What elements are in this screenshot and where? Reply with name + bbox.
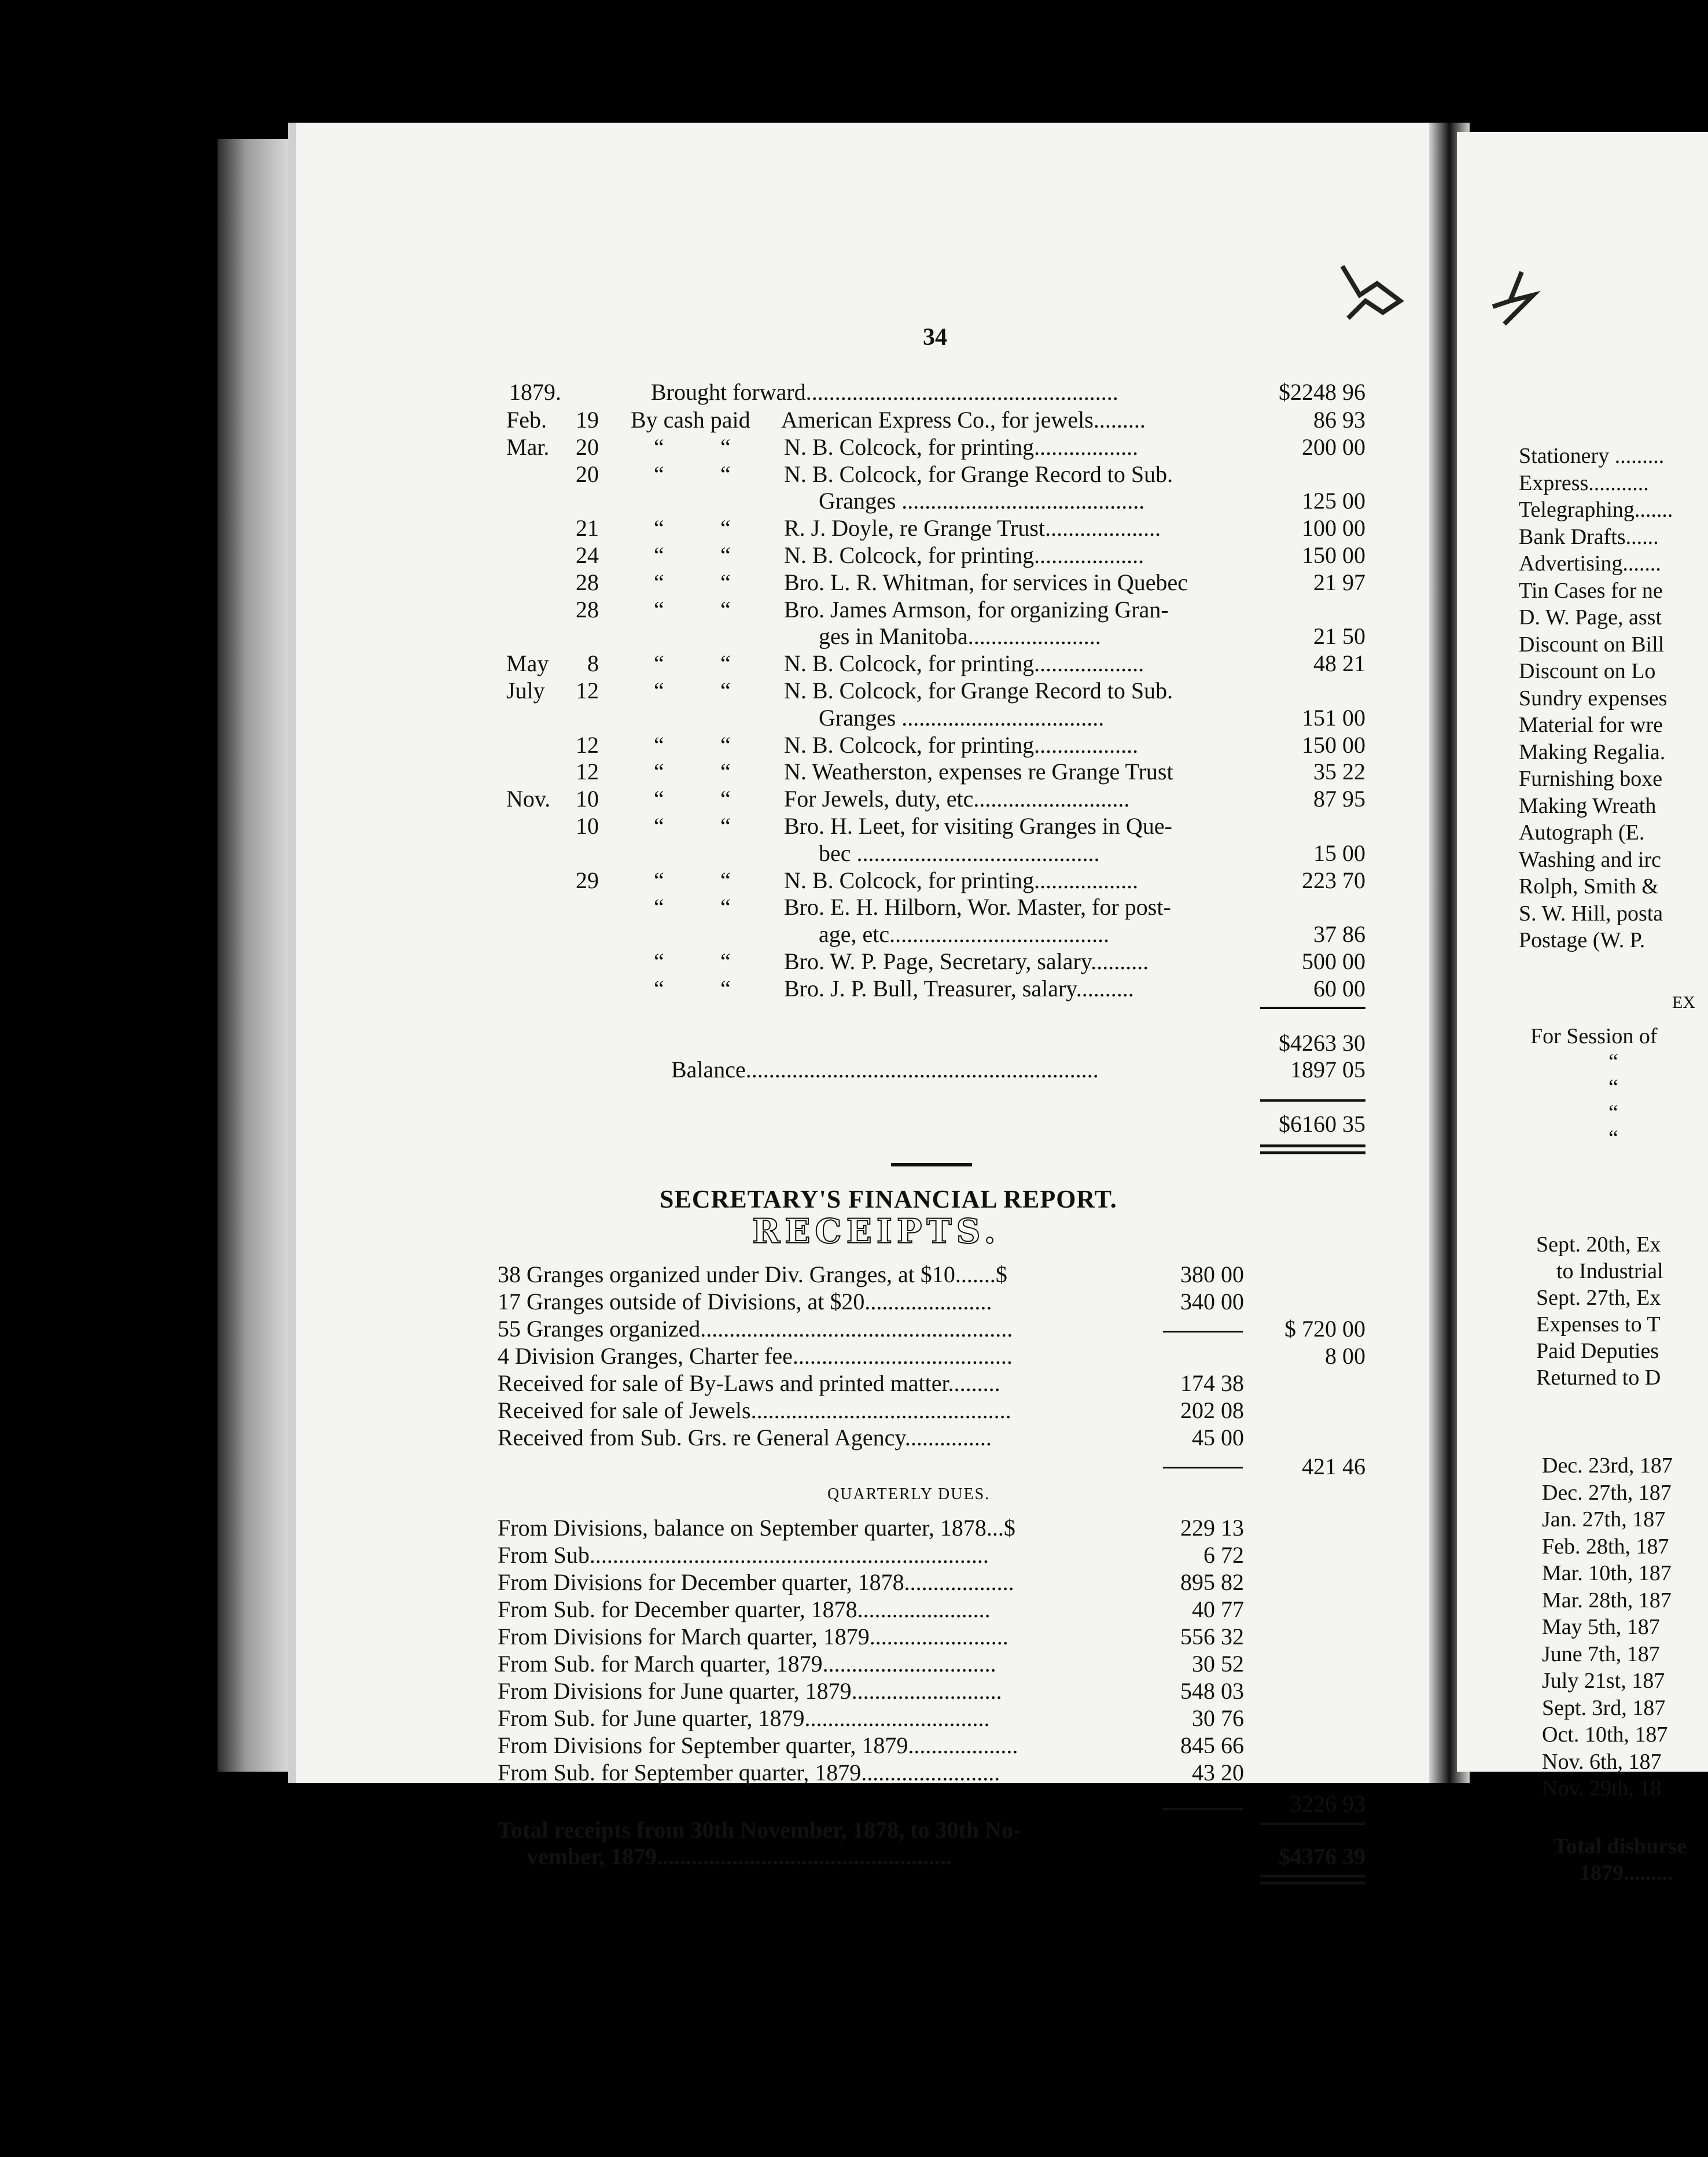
receipt-amount: 174 38: [1180, 1370, 1244, 1396]
ledger-month: Mar.: [506, 433, 550, 460]
receipts-subtotal: 421 46: [1302, 1453, 1365, 1479]
dues-amount: 845 66: [1180, 1732, 1244, 1758]
balance-label: Balance.............................................................: [671, 1057, 1099, 1083]
dues-description: From Sub. for June quarter, 1879................................: [498, 1705, 990, 1731]
dues-amount: 30 52: [1192, 1651, 1244, 1677]
right-page-total-line: 1879.........: [1580, 1861, 1673, 1885]
dues-amount: 40 77: [1192, 1596, 1244, 1622]
total-double-rule-a: [1260, 1144, 1365, 1147]
receipt-amount: 202 08: [1180, 1397, 1244, 1423]
receipts-sum-rule: [1163, 1467, 1243, 1468]
ledger-day: 12: [576, 678, 599, 704]
ledger-quote: “: [720, 569, 731, 595]
ledger-quote: “: [720, 786, 731, 812]
receipt-description: Received from Sub. Grs. re General Agency...............: [498, 1424, 992, 1451]
ledger-quote: “: [654, 569, 664, 595]
ledger-amount: 200 00: [1302, 433, 1365, 460]
ledger-description: American Express Co., for jewels.........: [781, 407, 1146, 433]
right-page-session-line: “: [1608, 1126, 1618, 1150]
ledger-description: N. Weatherston, expenses re Grange Trust: [784, 759, 1173, 785]
ledger-month: Feb.: [506, 407, 547, 433]
ledger-quote: “: [654, 786, 664, 812]
right-page-date-line: May 5th, 187: [1542, 1615, 1660, 1639]
receipt-total: 8 00: [1325, 1343, 1365, 1369]
ledger-quote: “: [720, 894, 731, 921]
right-page-date-line: Mar. 10th, 187: [1542, 1561, 1672, 1585]
right-page-line: Discount on Bill: [1519, 632, 1665, 657]
grand-total-double-rule-a: [1260, 1875, 1365, 1878]
right-page-session-line: “: [1608, 1050, 1618, 1074]
dues-description: From Sub. for March quarter, 1879..............................: [498, 1651, 996, 1677]
ledger-quote: “: [654, 515, 664, 542]
ledger-description: bec ..........................................: [819, 840, 1100, 866]
ledger-amount: 48 21: [1313, 650, 1365, 677]
ledger-quote: “: [654, 731, 664, 758]
ledger-quote: By cash paid: [631, 407, 750, 433]
right-page-line: Advertising.......: [1519, 551, 1661, 576]
right-page-middle-line: Returned to D: [1536, 1365, 1661, 1390]
ledger-amount: 151 00: [1302, 704, 1365, 731]
right-page-line: Furnishing boxe: [1519, 767, 1663, 791]
ledger-description: Granges ..........................................: [819, 488, 1145, 514]
right-page-heading: EX: [1672, 993, 1695, 1012]
right-page-date-line: Mar. 28th, 187: [1542, 1588, 1672, 1613]
right-page-line: Material for wre: [1519, 713, 1663, 737]
right-page-line: Rolph, Smith &: [1519, 874, 1659, 899]
dues-amount: 556 32: [1180, 1624, 1244, 1650]
dues-description: From Sub.....................................................................: [498, 1542, 989, 1568]
brought-forward-label: Brought forward......................................................: [651, 379, 1118, 405]
ledger-description: N. B. Colcock, for printing..................: [784, 731, 1139, 758]
right-page-line: Express...........: [1519, 470, 1649, 495]
ledger-quote: “: [654, 461, 664, 487]
ledger-quote: “: [720, 975, 731, 1002]
ledger-description: Bro. H. Leet, for visiting Granges in Que-: [784, 813, 1172, 839]
balance-amount: 1897 05: [1290, 1057, 1365, 1083]
dues-description: From Divisions for March quarter, 1879........................: [498, 1624, 1008, 1650]
ledger-quote: “: [654, 650, 664, 677]
ledger-amount: 223 70: [1302, 867, 1365, 893]
ledger-description: age, etc......................................: [819, 921, 1110, 948]
right-page-line: Bank Drafts......: [1519, 524, 1659, 549]
ledger-description: Bro. E. H. Hilborn, Wor. Master, for post-: [784, 894, 1171, 921]
ledger-description: Bro. W. P. Page, Secretary, salary..........: [784, 948, 1149, 974]
ledger-description: For Jewels, duty, etc...........................: [784, 786, 1130, 812]
right-page-line: Tin Cases for ne: [1519, 578, 1663, 603]
receipt-description: 4 Division Granges, Charter fee......................................: [498, 1343, 1013, 1369]
receipt-description: 17 Granges outside of Divisions, at $20......................: [498, 1289, 992, 1315]
right-page-line: Telegraphing.......: [1519, 498, 1673, 522]
ledger-quote: “: [654, 975, 664, 1002]
ledger-day: 12: [576, 731, 599, 758]
total-receipts-line1: Total receipts from 30th November, 1878, to 30th No-: [498, 1817, 1021, 1843]
ledger-quote: “: [654, 596, 664, 623]
right-page-date-line: Dec. 27th, 187: [1542, 1480, 1672, 1505]
ledger-description: Bro. J. P. Bull, Treasurer, salary..........: [784, 975, 1134, 1002]
total-rule-top: [1260, 1099, 1365, 1102]
grand-total-double-rule-b: [1260, 1882, 1365, 1884]
ledger-total: $6160 35: [1279, 1111, 1365, 1137]
ledger-quote: “: [720, 759, 731, 785]
binding-tear-mark-right: [1487, 266, 1551, 330]
receipt-total: $ 720 00: [1284, 1316, 1365, 1342]
right-page-date-line: July 21st, 187: [1542, 1669, 1665, 1693]
ledger-day: 8: [587, 650, 599, 677]
ledger-description: N. B. Colcock, for printing...................: [784, 650, 1144, 677]
ledger-amount: 21 50: [1313, 623, 1365, 650]
right-page-session-line: “: [1608, 1100, 1618, 1125]
ledger-amount: 125 00: [1302, 488, 1365, 514]
dues-sum-rule: [1163, 1808, 1243, 1810]
receipt-amount: 380 00: [1180, 1261, 1244, 1287]
ledger-quote: “: [720, 731, 731, 758]
ledger-amount: 60 00: [1313, 975, 1365, 1002]
ledger-quote: “: [654, 678, 664, 704]
ledger-day: 20: [576, 461, 599, 487]
right-page-date-line: Jan. 27th, 187: [1542, 1507, 1666, 1532]
ledger-quote: “: [720, 678, 731, 704]
ledger-quote: “: [720, 948, 731, 974]
ledger-description: N. B. Colcock, for Grange Record to Sub.: [784, 678, 1173, 704]
ledger-description: N. B. Colcock, for Grange Record to Sub.: [784, 461, 1173, 487]
ledger-day: 10: [576, 813, 599, 839]
ledger-day: 24: [576, 542, 599, 568]
ledger-description: Bro. L. R. Whitman, for services in Quebec: [784, 569, 1188, 595]
ledger-day: 19: [576, 407, 599, 433]
ledger-year: 1879.: [509, 379, 561, 405]
ledger-subtotal: $4263 30: [1279, 1030, 1365, 1056]
ledger-amount: 15 00: [1313, 840, 1365, 866]
right-page-line: Stationery .........: [1519, 444, 1665, 468]
ledger-quote: “: [720, 867, 731, 893]
receipt-amount: 340 00: [1180, 1289, 1244, 1315]
dues-amount: 6 72: [1203, 1542, 1244, 1568]
ledger-amount: 37 86: [1313, 921, 1365, 948]
subtotal-rule: [1260, 1007, 1365, 1009]
brought-forward-amount: $2248 96: [1279, 379, 1365, 405]
ledger-quote: “: [720, 813, 731, 839]
ledger-description: Bro. James Armson, for organizing Gran-: [784, 596, 1169, 623]
right-page-total-line: Total disburse: [1554, 1834, 1687, 1858]
ledger-day: 20: [576, 433, 599, 460]
dues-description: From Sub. for September quarter, 1879........................: [498, 1760, 1000, 1786]
right-page-middle-line: to Industrial: [1556, 1259, 1663, 1283]
receipt-description: 55 Granges organized......................................................: [498, 1316, 1013, 1342]
ledger-amount: 35 22: [1313, 759, 1365, 785]
right-page-line: Postage (W. P.: [1519, 928, 1646, 952]
section-divider: [891, 1163, 972, 1166]
ledger-quote: “: [654, 542, 664, 568]
ledger-quote: “: [654, 759, 664, 785]
right-page-line: Making Wreath: [1519, 793, 1657, 818]
right-page-session-line: “: [1608, 1075, 1618, 1099]
right-page-date-line: Dec. 23rd, 187: [1542, 1453, 1673, 1478]
ledger-quote: “: [654, 867, 664, 893]
ledger-quote: “: [720, 650, 731, 677]
dues-amount: 548 03: [1180, 1678, 1244, 1704]
dues-subtotal: 3226 93: [1290, 1791, 1365, 1817]
right-page-middle-line: Sept. 27th, Ex: [1536, 1286, 1661, 1310]
dues-description: From Divisions, balance on September quarter, 1878...$: [498, 1515, 1015, 1541]
ledger-amount: 21 97: [1313, 569, 1365, 595]
ledger-quote: “: [654, 948, 664, 974]
ledger-quote: “: [720, 461, 731, 487]
receipts-heading: RECEIPTS.: [752, 1212, 1000, 1251]
right-page-date-line: Nov. 29th, 18: [1542, 1776, 1662, 1801]
ledger-description: ges in Manitoba.......................: [819, 623, 1101, 650]
right-page-line: S. W. Hill, posta: [1519, 901, 1663, 926]
report-title: SECRETARY'S FINANCIAL REPORT.: [660, 1185, 1117, 1213]
right-page-date-line: Sept. 3rd, 187: [1542, 1695, 1666, 1720]
page-number: 34: [923, 324, 947, 351]
dues-description: From Sub. for December quarter, 1878.......................: [498, 1596, 991, 1622]
dues-amount: 229 13: [1180, 1515, 1244, 1541]
ledger-description: N. B. Colcock, for printing..................: [784, 867, 1139, 893]
receipt-description: Received for sale of By-Laws and printed matter.........: [498, 1370, 1000, 1396]
ledger-day: 12: [576, 759, 599, 785]
receipt-description: 38 Granges organized under Div. Granges, at $10.......$: [498, 1261, 1007, 1287]
dues-description: From Divisions for June quarter, 1879..........................: [498, 1678, 1002, 1704]
right-page-date-line: Nov. 6th, 187: [1542, 1749, 1662, 1774]
total-double-rule-b: [1260, 1151, 1365, 1154]
quarterly-dues-heading: QUARTERLY DUES.: [827, 1485, 991, 1503]
dues-description: From Divisions for September quarter, 1879...................: [498, 1732, 1018, 1758]
ledger-quote: “: [654, 813, 664, 839]
ledger-quote: “: [720, 542, 731, 568]
ledger-month: July: [506, 678, 545, 704]
right-page-middle-line: Sept. 20th, Ex: [1536, 1232, 1661, 1257]
right-page-date-line: Oct. 10th, 187: [1542, 1722, 1668, 1747]
ledger-quote: “: [654, 894, 664, 921]
ledger-amount: 500 00: [1302, 948, 1365, 974]
ledger-quote: “: [720, 596, 731, 623]
receipt-description: Received for sale of Jewels.............................................: [498, 1397, 1011, 1423]
dash-rule: [1163, 1331, 1243, 1333]
right-page-date-line: Feb. 28th, 187: [1542, 1534, 1669, 1559]
receipt-amount: 45 00: [1192, 1424, 1244, 1451]
ledger-description: Granges ...................................: [819, 704, 1105, 731]
ledger-amount: 86 93: [1313, 407, 1365, 433]
ledger-amount: 150 00: [1302, 731, 1365, 758]
ledger-amount: 150 00: [1302, 542, 1365, 568]
ledger-quote: “: [720, 515, 731, 542]
right-page-line: D. W. Page, asst: [1519, 605, 1662, 630]
ledger-day: 29: [576, 867, 599, 893]
right-page-line: Making Regalia.: [1519, 739, 1666, 764]
total-receipts-line2: vember, 1879...................................................: [527, 1843, 952, 1869]
dues-description: From Divisions for December quarter, 1878...................: [498, 1569, 1014, 1595]
ledger-amount: 100 00: [1302, 515, 1365, 542]
grand-total-rule: [1260, 1823, 1365, 1825]
right-page-line: Autograph (E.: [1519, 820, 1645, 845]
dues-amount: 895 82: [1180, 1569, 1244, 1595]
right-page-date-line: June 7th, 187: [1542, 1641, 1660, 1666]
right-page-line: Washing and irc: [1519, 847, 1661, 872]
ledger-day: 10: [576, 786, 599, 812]
ledger-month: May: [506, 650, 549, 677]
right-page-middle-line: Expenses to T: [1536, 1312, 1661, 1337]
right-page-session-line: For Session of: [1530, 1024, 1658, 1048]
ledger-description: N. B. Colcock, for printing...................: [784, 542, 1144, 568]
book-page-edge: [218, 139, 288, 1772]
ledger-quote: “: [720, 433, 731, 460]
ledger-quote: “: [654, 433, 664, 460]
dues-amount: 30 76: [1192, 1705, 1244, 1731]
dues-amount: 43 20: [1192, 1760, 1244, 1786]
ledger-month: Nov.: [506, 786, 551, 812]
binding-tear-mark-left: [1331, 260, 1412, 324]
right-page-line: Discount on Lo: [1519, 659, 1656, 683]
right-page-middle-line: Paid Deputies: [1536, 1339, 1659, 1363]
ledger-description: R. J. Doyle, re Grange Trust....................: [784, 515, 1161, 542]
ledger-day: 28: [576, 596, 599, 623]
ledger-day: 21: [576, 515, 599, 542]
right-page-line: Sundry expenses: [1519, 686, 1667, 711]
ledger-amount: 87 95: [1313, 786, 1365, 812]
ledger-day: 28: [576, 569, 599, 595]
ledger-description: N. B. Colcock, for printing..................: [784, 433, 1139, 460]
total-receipts-amount: $4376 39: [1279, 1843, 1365, 1869]
